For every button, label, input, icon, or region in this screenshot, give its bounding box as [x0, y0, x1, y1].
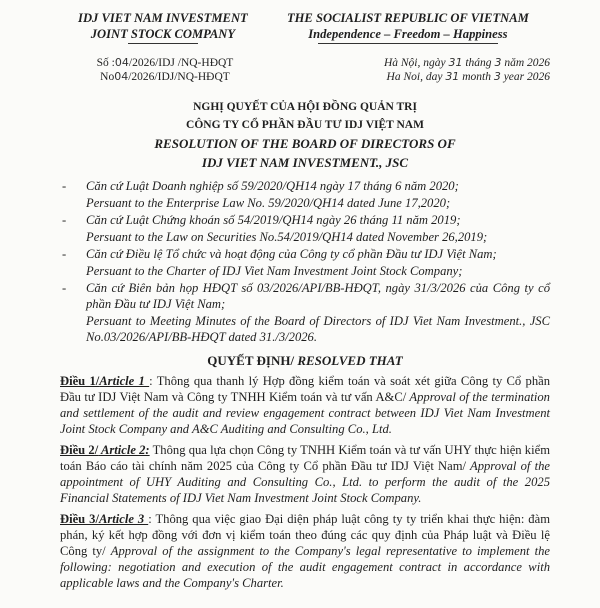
basis-4-en-line1: Persuant to Meeting Minutes of the Board of Directors of IDJ Viet Nam Investment., JSC	[86, 314, 550, 328]
basis-1-en: Persuant to the Enterprise Law No. 59/2020/QH14 dated June 17,2020;	[86, 196, 451, 210]
date-vi	[384, 56, 550, 70]
article-text-en: the Company's Charter.	[164, 576, 284, 590]
document-number-en	[60, 70, 270, 84]
date-text: month	[462, 71, 491, 83]
article-label-en: Article 1	[99, 374, 150, 388]
article-text: ký kết hợp đồng với đơn vị kiểm toán theo đúng các quy định của Pháp luật và Điều lệ Công ty/	[60, 528, 550, 558]
document-dates	[384, 56, 550, 84]
basis-3-vi: Căn cứ Điều lệ Tổ chức và hoạt động của Công ty cổ phần Đầu tư IDJ Việt Nam;	[86, 247, 497, 261]
title-vi-line1: NGHỊ QUYẾT CỦA HỘI ĐỒNG QUẢN TRỊ	[193, 101, 417, 113]
resolved-vi: QUYẾT ĐỊNH/	[207, 353, 295, 368]
basis-2	[62, 212, 550, 245]
basis-4-vi	[86, 280, 550, 312]
bullet-dash: -	[62, 281, 67, 295]
title-en-line2: IDJ VIET NAM INVESTMENT., JSC	[201, 155, 409, 170]
article-text-en: IDJ Viet Nam Investment Joint Stock Company.	[182, 491, 422, 505]
date-text: tháng	[465, 57, 492, 69]
article-1	[60, 373, 550, 437]
legal-bases-list	[60, 178, 550, 345]
handwritten-number: 04	[114, 70, 129, 83]
title-vi-line2: CÔNG TY CỔ PHẦN ĐẦU TƯ IDJ VIỆT NAM	[186, 119, 424, 131]
document-number-vi	[60, 56, 270, 70]
number-suffix: /2026/IDJ /NQ-HĐQT	[128, 57, 234, 69]
bullet-dash: -	[62, 213, 67, 227]
date-text: year 2026	[503, 71, 550, 83]
document-numbers	[60, 56, 270, 84]
document-header	[60, 10, 550, 44]
date-text: Ha Noi, day	[386, 71, 443, 83]
date-en	[384, 70, 550, 84]
date-text: năm 2026	[504, 57, 550, 69]
article-3	[60, 511, 550, 591]
article-label: Điều 3/	[60, 512, 99, 526]
number-prefix: Số :	[96, 57, 115, 69]
article-text-en: of UHY Auditing and Consulting Co., Ltd. to perform the audit of the 2025 Financial Statements of	[60, 475, 550, 505]
article-text: : Thông qua thanh lý Hợp đồng kiểm toán và soát xét giữa Công ty Cổ phần Đầu tư	[60, 374, 550, 404]
handwritten-day: 31	[445, 70, 460, 83]
article-2	[60, 442, 550, 506]
handwritten-month: 3	[493, 70, 501, 83]
national-motto: Independence – Freedom – Happiness	[308, 27, 508, 41]
basis-3	[62, 246, 550, 279]
date-text: Hà Nội, ngày	[383, 57, 446, 69]
article-text-en: Approval of the appointment	[60, 459, 550, 489]
resolved-en: RESOLVED THAT	[294, 353, 403, 368]
article-label-en: Article 3	[98, 512, 149, 526]
handwritten-number: 04	[114, 56, 129, 69]
basis-2-vi: Căn cứ Luật Chứng khoán số 54/2019/QH14 ngày 26 tháng 11 năm 2019;	[86, 213, 461, 227]
article-text-en: settlement of the audit and review engagement contract between IDJ Viet Nam Investment Joint Stock	[60, 406, 550, 436]
basis-4	[62, 280, 550, 345]
basis-4-vi-line2: Đầu tư IDJ Việt Nam;	[114, 297, 226, 311]
basis-3-en: Persuant to the Charter of IDJ Viet Nam Investment Joint Stock Company;	[86, 264, 463, 278]
bullet-dash: -	[62, 247, 67, 261]
article-text: Thông qua lựa chọn Công ty TNHH Kiểm toán và tư vấn UHY thực hiện kiểm toán	[60, 443, 550, 473]
handwritten-day: 31	[448, 56, 463, 69]
article-text: : Thông qua việc giao Đại diện pháp luật công ty ty triển khai thực hiện: đàm phán,	[60, 512, 550, 542]
republic-title: THE SOCIALIST REPUBLIC OF VIETNAM	[286, 11, 529, 25]
number-date-row	[60, 56, 550, 84]
republic-block	[266, 10, 550, 44]
number-prefix: No	[100, 71, 115, 83]
bullet-dash: -	[62, 179, 67, 193]
basis-4-en	[86, 313, 550, 345]
company-block	[60, 10, 266, 44]
article-label: Điều 2/	[60, 443, 99, 457]
company-underline	[128, 43, 198, 44]
basis-1-vi: Căn cứ Luật Doanh nghiệp số 59/2020/QH14 ngày 17 tháng 6 năm 2020;	[86, 179, 459, 193]
article-label: Điều 1/	[60, 374, 100, 388]
basis-2-en: Persuant to the Law on Securities No.54/2019/QH14 dated November 26,2019;	[86, 230, 488, 244]
motto-underline	[318, 43, 498, 44]
article-label-en: Article 2:	[98, 443, 150, 457]
article-text-en: Approval of the assignment to the Company's legal representative to implement the following:	[60, 544, 550, 574]
resolved-heading	[60, 353, 550, 369]
basis-4-vi-line1: Căn cứ Biên bản họp HĐQT số 03/2026/API/BB-HĐQT, ngày 31/3/2026 của Công ty cổ phần	[86, 281, 550, 311]
article-text-en: Approval of the termination and	[60, 390, 550, 420]
number-suffix: /2026/IDJ/NQ-HĐQT	[128, 71, 230, 83]
article-text: Báo cáo tài chính năm 2025 của Công ty Cổ phần Đầu tư IDJ Việt Nam/	[85, 459, 467, 473]
company-name-line1: IDJ VIET NAM INVESTMENT	[78, 11, 248, 25]
basis-4-en-line2: No.03/2026/API/BB-HĐQT dated 31./3/2026.	[86, 330, 317, 344]
company-name-line2: JOINT STOCK COMPANY	[90, 27, 236, 41]
resolution-title	[60, 98, 550, 172]
handwritten-month: 3	[494, 56, 502, 69]
basis-1	[62, 178, 550, 211]
title-en-line1: RESOLUTION OF THE BOARD OF DIRECTORS OF	[154, 136, 456, 151]
article-text-en: Company and A&C Auditing and Consulting Co., Ltd.	[118, 422, 392, 436]
article-text: IDJ Việt Nam và Công ty TNHH Kiểm toán và tư vấn A&C/	[98, 390, 407, 404]
article-text-en: negotiation and execution of the audit engagement contract in accordance with applicable laws and	[60, 560, 550, 590]
